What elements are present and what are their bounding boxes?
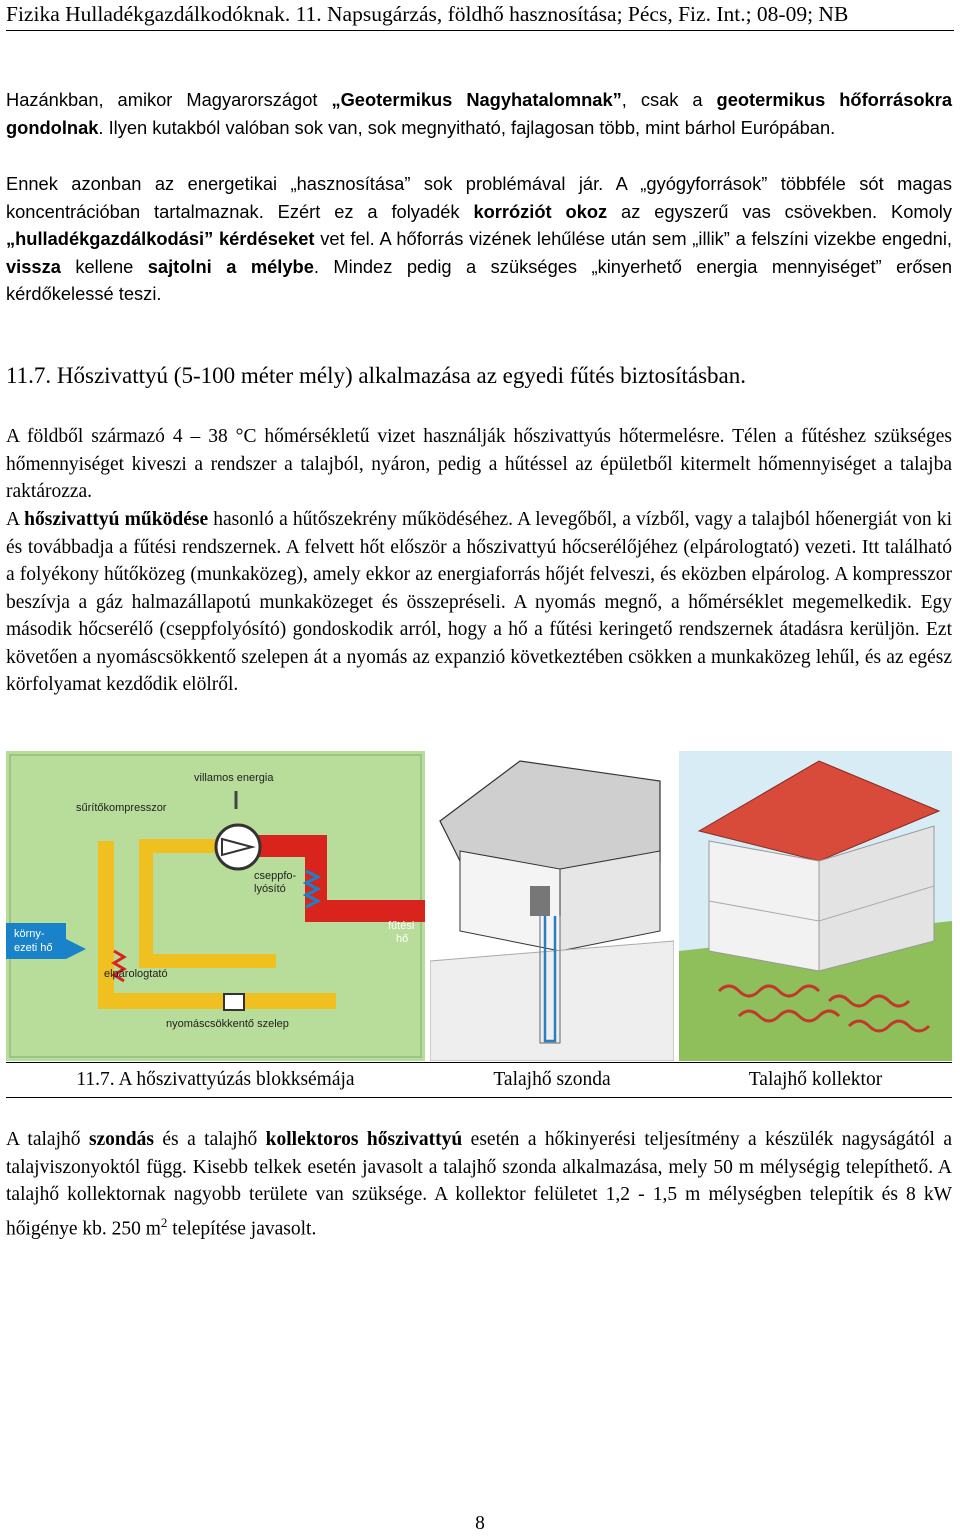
emphasis: vissza	[6, 255, 61, 277]
collector-svg	[679, 751, 952, 1061]
text-run: hasonló a hűtőszekrény működéséhez. A levegőből, a vízből, vagy a talajból hőenergiát von ki és továbbadja a fűtési rendszernek. A felvett hőt először a hőszivattyú hőcserélőjéhez (elpárologtató) vezeti. Itt található a folyékony hűtőközeg (munkaközeg), amely ekkor az energiaforrás hőjét felveszi, és eközben elpárolog. A kompresszor beszívja a gáz halmazállapotú munkaközeget és összepréseli. A nyomás megnő, a hőmérséklet megemelkedik. Egy második hőcserélő (cseppfolyósító) gondoskodik arról, hogy a hő a fűtési keringető rendszernek átadásra kerüljön. Ezt követően a nyomáscsökkentő szelepen át a nyomás az expanzió következtében csökken a munkaközeg lehűl, és az egész körfolyamat kezdődik elölről.	[6, 509, 952, 695]
text-run: esetén a hőkinyerési teljesítmény a készülék nagyságától a talajviszonyoktól függ. Kisebb telkek esetén javasolt a talajhő szonda alkalmazása, mely 50 m mélységig telepíthető. A talajhő kollektornak nagyobb területe van szüksége. A kollektor felületet 1,2 - 1,5 m mélységben telepítik és 8 kW hőigénye kb. 250 m	[6, 1129, 953, 1239]
label-compressor: sűrítőkompresszor	[76, 802, 167, 814]
text-run: Hazánkban, amikor Magyarországot	[6, 89, 332, 110]
label-condenser-2: lyósító	[254, 883, 286, 895]
text-run: és a talajhő	[153, 1129, 266, 1150]
page-header: Fizika Hulladékgazdálkodóknak. 11. Napsugárzás, földhő hasznosítása; Pécs, Fiz. Int.; 08-09; NB	[6, 2, 954, 31]
emphasis: „Geotermikus Nagyhatalomnak”	[331, 89, 622, 110]
text-run: . Mindez pedig a szükséges „kinyerhető energia mennyiséget” erősen kérdőkelessé teszi.	[6, 255, 952, 304]
label-ambient-2: ezeti hő	[14, 942, 53, 954]
label-valve: nyomáscsökkentő szelep	[166, 1018, 289, 1030]
valve-icon	[224, 994, 244, 1010]
block-diagram-svg	[6, 751, 425, 1061]
heat-pump-block-diagram	[6, 751, 425, 1061]
emphasis: „hulladékgazdálkodási” kérdéseket	[6, 228, 315, 249]
emphasis: szondás	[88, 1129, 154, 1150]
label-heating-2: hő	[396, 933, 409, 945]
text-run: A talajhő	[6, 1129, 89, 1150]
emphasis: geotermikus hőforrásokra gondolnak	[6, 89, 952, 138]
label-evaporator: elpárologtató	[104, 968, 168, 980]
label-electric-energy: villamos energia	[194, 772, 274, 784]
section-heading: 11.7. Hőszivattyú (5-100 méter mély) alkalmazása az egyedi fűtés biztosításban.	[6, 363, 747, 388]
text-run: Ennek azonban az energetikai „hasznosítása” sok problémával jár. A „gyógyforrások” többféle sót magas koncentrációban tartalmaznak. Ezért ez a folyadék	[6, 173, 952, 222]
text-run: vet fel. A hőforrás vizének lehűlése után sem „illik” a felszíni vizekbe engedni,	[314, 228, 952, 249]
text-run: telepítése javasolt.	[167, 1218, 317, 1239]
intro-paragraph-2	[6, 170, 952, 308]
label-condenser-1: cseppfo-	[254, 870, 297, 882]
caption-ground-collector: Talajhő kollektor	[748, 1069, 883, 1090]
emphasis: kollektoros hőszivattyú	[265, 1129, 463, 1150]
emphasis: sajtolni a mélybe	[147, 255, 314, 277]
superscript: 2	[160, 1214, 168, 1230]
page-number: 8	[475, 1513, 485, 1534]
emphasis: hőszivattyú működése	[24, 509, 209, 530]
text-run: A	[6, 509, 25, 530]
section-paragraph-2	[6, 506, 952, 699]
caption-block-diagram: 11.7. A hőszivattyúzás blokksémája	[76, 1069, 355, 1090]
section-paragraph-1: A földből származó 4 – 38 °C hőmérsékletű vizet használják hőszivattyús hőtermelésre. Télen a fűtéshez szükséges hőmennyiséget kiveszi a rendszer a talajból, nyáron, pedig a hűtéssel az épületből kitermelt hőmennyiséget a talajba raktározza.	[6, 426, 952, 502]
ground-probe-illustration	[430, 751, 674, 1061]
text-run: , csak a	[621, 89, 717, 110]
label-heating-1: fűtési	[388, 920, 415, 932]
text-run: az egyszerű vas csövekben. Komoly	[607, 200, 952, 222]
text-run: . Ilyen kutakból valóban sok van, sok megnyitható, fajlagosan több, mint bárhol Európában.	[98, 116, 836, 138]
text-run: kellene	[60, 255, 148, 277]
closing-paragraph	[6, 1126, 952, 1243]
emphasis: korróziót okoz	[473, 200, 608, 222]
ground-collector-illustration	[679, 751, 952, 1061]
caption-ground-probe: Talajhő szonda	[493, 1069, 611, 1090]
intro-paragraph-1	[6, 86, 952, 141]
label-ambient-1: körny-	[14, 928, 45, 940]
heat-pump-unit	[530, 886, 550, 916]
probe-svg	[430, 751, 674, 1061]
